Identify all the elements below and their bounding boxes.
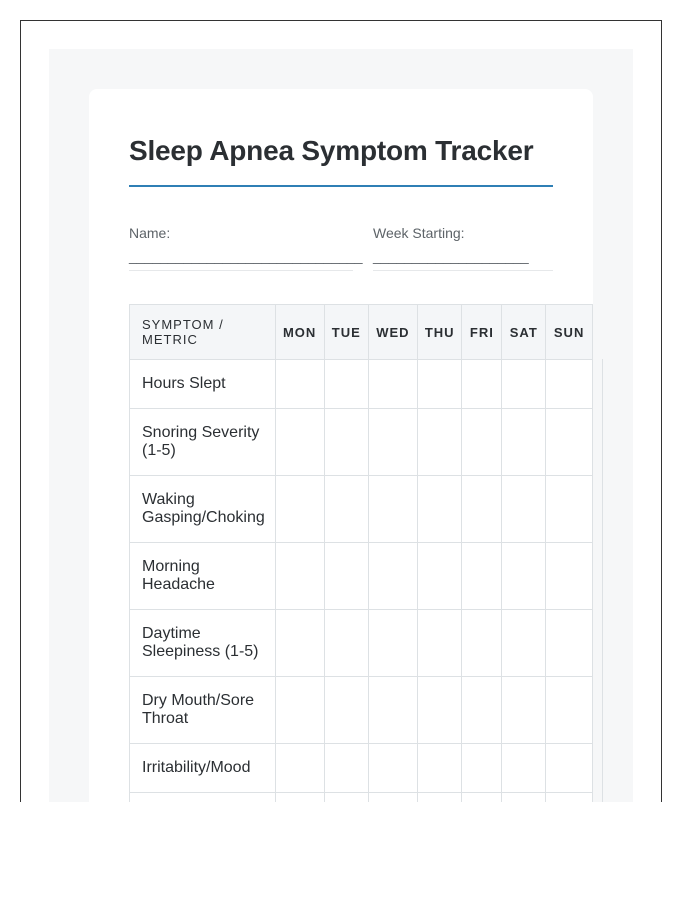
row-label: Dry Mouth/Sore Throat <box>130 677 276 744</box>
entry-cell-sun[interactable] <box>546 409 593 476</box>
table-row-cut-off <box>130 793 593 803</box>
entry-cell-wed[interactable] <box>368 543 417 610</box>
week-starting-label: Week Starting: <box>373 225 465 241</box>
table-row-hours-slept <box>130 360 593 409</box>
entry-cell-wed[interactable] <box>368 677 417 744</box>
entry-cell-tue[interactable] <box>324 360 368 409</box>
row-label: Waking Gasping/Choking <box>130 476 276 543</box>
entry-cell-mon[interactable] <box>275 476 324 543</box>
name-field[interactable] <box>129 225 363 263</box>
symptom-tracker-table <box>129 304 593 802</box>
entry-cell-fri[interactable] <box>462 476 502 543</box>
entry-cell-thu[interactable] <box>417 476 462 543</box>
entry-cell-tue[interactable] <box>324 409 368 476</box>
entry-cell-sun[interactable] <box>546 360 593 409</box>
entry-cell-fri[interactable] <box>462 610 502 677</box>
entry-cell-sat[interactable] <box>502 476 546 543</box>
day-header-fri: FRI <box>462 305 502 360</box>
entry-cell-sat[interactable] <box>502 744 546 793</box>
entry-cell-tue[interactable] <box>324 744 368 793</box>
row-label: Snoring Severity (1-5) <box>130 409 276 476</box>
entry-cell-sat[interactable] <box>502 360 546 409</box>
entry-cell-mon[interactable] <box>275 744 324 793</box>
entry-cell-tue[interactable] <box>324 610 368 677</box>
entry-cell-wed[interactable] <box>368 610 417 677</box>
entry-cell-wed[interactable] <box>368 476 417 543</box>
table-header-row <box>130 305 593 360</box>
entry-cell-thu[interactable] <box>417 409 462 476</box>
day-header-wed: WED <box>368 305 417 360</box>
entry-cell-sun[interactable] <box>546 610 593 677</box>
entry-cell-tue[interactable] <box>324 793 368 803</box>
entry-cell-mon[interactable] <box>275 543 324 610</box>
row-label: Morning Headache <box>130 543 276 610</box>
metric-column-header: SYMPTOM / METRIC <box>130 305 276 360</box>
document-viewport <box>20 20 662 802</box>
tracker-sheet <box>89 89 593 802</box>
entry-cell-fri[interactable] <box>462 793 502 803</box>
sun-column-divider <box>602 359 603 802</box>
week-field-rule <box>373 270 553 271</box>
name-label: Name: <box>129 225 171 241</box>
entry-cell-wed[interactable] <box>368 744 417 793</box>
entry-cell-thu[interactable] <box>417 543 462 610</box>
entry-cell-sat[interactable] <box>502 610 546 677</box>
entry-cell-wed[interactable] <box>368 409 417 476</box>
title-underline <box>129 185 553 187</box>
entry-cell-sun[interactable] <box>546 744 593 793</box>
entry-cell-sun[interactable] <box>546 793 593 803</box>
table-row-daytime-sleepiness <box>130 610 593 677</box>
table-row-waking-gasping <box>130 476 593 543</box>
entry-cell-fri[interactable] <box>462 543 502 610</box>
table-row-snoring-severity <box>130 409 593 476</box>
week-starting-blank-line[interactable]: ____________________ <box>373 248 529 264</box>
week-starting-field[interactable] <box>373 225 529 263</box>
name-blank-line[interactable]: ______________________________ <box>129 248 363 264</box>
entry-cell-sun[interactable] <box>546 476 593 543</box>
entry-cell-tue[interactable] <box>324 543 368 610</box>
entry-cell-fri[interactable] <box>462 677 502 744</box>
table-row-irritability <box>130 744 593 793</box>
entry-cell-tue[interactable] <box>324 677 368 744</box>
entry-cell-mon[interactable] <box>275 793 324 803</box>
day-header-tue: TUE <box>324 305 368 360</box>
entry-cell-thu[interactable] <box>417 744 462 793</box>
day-header-mon: MON <box>275 305 324 360</box>
entry-cell-thu[interactable] <box>417 677 462 744</box>
entry-cell-tue[interactable] <box>324 476 368 543</box>
row-label: Daytime Sleepiness (1-5) <box>130 610 276 677</box>
row-label: Hours Slept <box>130 360 276 409</box>
entry-cell-wed[interactable] <box>368 360 417 409</box>
name-field-rule <box>129 270 353 271</box>
table-row-dry-mouth <box>130 677 593 744</box>
entry-cell-fri[interactable] <box>462 744 502 793</box>
day-header-sun: SUN <box>546 305 593 360</box>
entry-cell-sat[interactable] <box>502 677 546 744</box>
entry-cell-mon[interactable] <box>275 360 324 409</box>
entry-cell-sat[interactable] <box>502 793 546 803</box>
row-label: Irritability/Mood <box>130 744 276 793</box>
entry-cell-fri[interactable] <box>462 409 502 476</box>
page-title: Sleep Apnea Symptom Tracker <box>129 135 534 166</box>
entry-cell-wed[interactable] <box>368 793 417 803</box>
entry-cell-mon[interactable] <box>275 409 324 476</box>
entry-cell-sat[interactable] <box>502 543 546 610</box>
row-label <box>130 793 276 803</box>
entry-cell-sat[interactable] <box>502 409 546 476</box>
entry-cell-thu[interactable] <box>417 610 462 677</box>
entry-cell-fri[interactable] <box>462 360 502 409</box>
day-header-thu: THU <box>417 305 462 360</box>
entry-cell-thu[interactable] <box>417 360 462 409</box>
entry-cell-sun[interactable] <box>546 543 593 610</box>
entry-cell-thu[interactable] <box>417 793 462 803</box>
entry-cell-mon[interactable] <box>275 610 324 677</box>
day-header-sat: SAT <box>502 305 546 360</box>
table-row-morning-headache <box>130 543 593 610</box>
entry-cell-sun[interactable] <box>546 677 593 744</box>
entry-cell-mon[interactable] <box>275 677 324 744</box>
